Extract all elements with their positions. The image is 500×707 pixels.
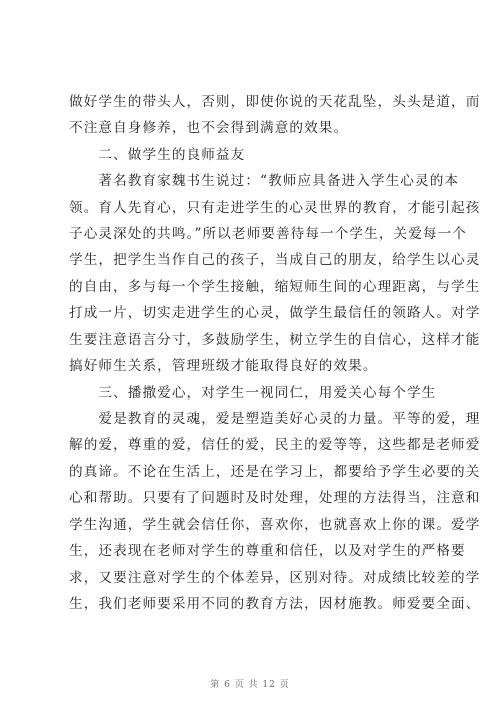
paragraph-line: 求，又要注意对学生的个体差异，区别对待。对成绩比较差的学 <box>69 570 481 586</box>
paragraph-line: 搞好师生关系，管理班级才能取得良好的效果。 <box>69 358 378 374</box>
paragraph-line: 打成一片，切实走进学生的心灵，做学生最信任的领路人。对学 <box>69 305 481 321</box>
paragraph-line: 生，还表现在老师对学生的尊重和信任，以及对学生的严格要 <box>69 543 466 559</box>
paragraph-line: 生要注意语言分寸，多鼓励学生，树立学生的自信心，这样才能 <box>69 332 481 348</box>
paragraph-line: 解的爱，尊重的爱，信任的爱，民主的爱等等，这些都是老师爱 <box>69 437 481 453</box>
paragraph-line: 心和帮助。只要有了问题时及时处理，处理的方法得当，注意和 <box>69 490 481 506</box>
section-heading: 三、播撒爱心，对学生一视同仁，用爱关心每个学生 <box>69 385 437 401</box>
paragraph-line: 领。育人先育心，只有走进学生的心灵世界的教育，才能引起孩 <box>69 200 481 216</box>
paragraph-line: 做好学生的带头人，否则，即使你说的天花乱坠，头头是道，而 <box>69 94 481 110</box>
paragraph-line: 不注意自身修养，也不会得到满意的效果。 <box>69 120 349 136</box>
paragraph-line: 爱是教育的灵魂，爱是塑造美好心灵的力量。平等的爱，理 <box>69 411 481 427</box>
paragraph-line: 子心灵深处的共鸣。”所以老师要善待每一个学生，关爱每一个 <box>69 226 467 242</box>
paragraph-line: 生，我们老师要采用不同的教育方法，因材施教。师爱要全面、 <box>69 596 481 612</box>
paragraph-line: 学生，把学生当作自己的孩子，当成自己的朋友，给学生以心灵 <box>69 252 481 268</box>
paragraph-line: 学生沟通，学生就会信任你，喜欢你，也就喜欢上你的课。爱学 <box>69 517 481 533</box>
paragraph-line: 的真谛。不论在生活上，还是在学习上，都要给予学生必要的关 <box>69 464 481 480</box>
paragraph-line: 著名教育家魏书生说过：“教师应具备进入学生心灵的本 <box>69 173 460 189</box>
page-footer: 第 6 页 共 12 页 <box>210 680 290 690</box>
section-heading: 二、做学生的良师益友 <box>69 147 246 163</box>
paragraph-line: 的自由，多与每一个学生接触，缩短师生间的心理距离，与学生 <box>69 279 481 295</box>
